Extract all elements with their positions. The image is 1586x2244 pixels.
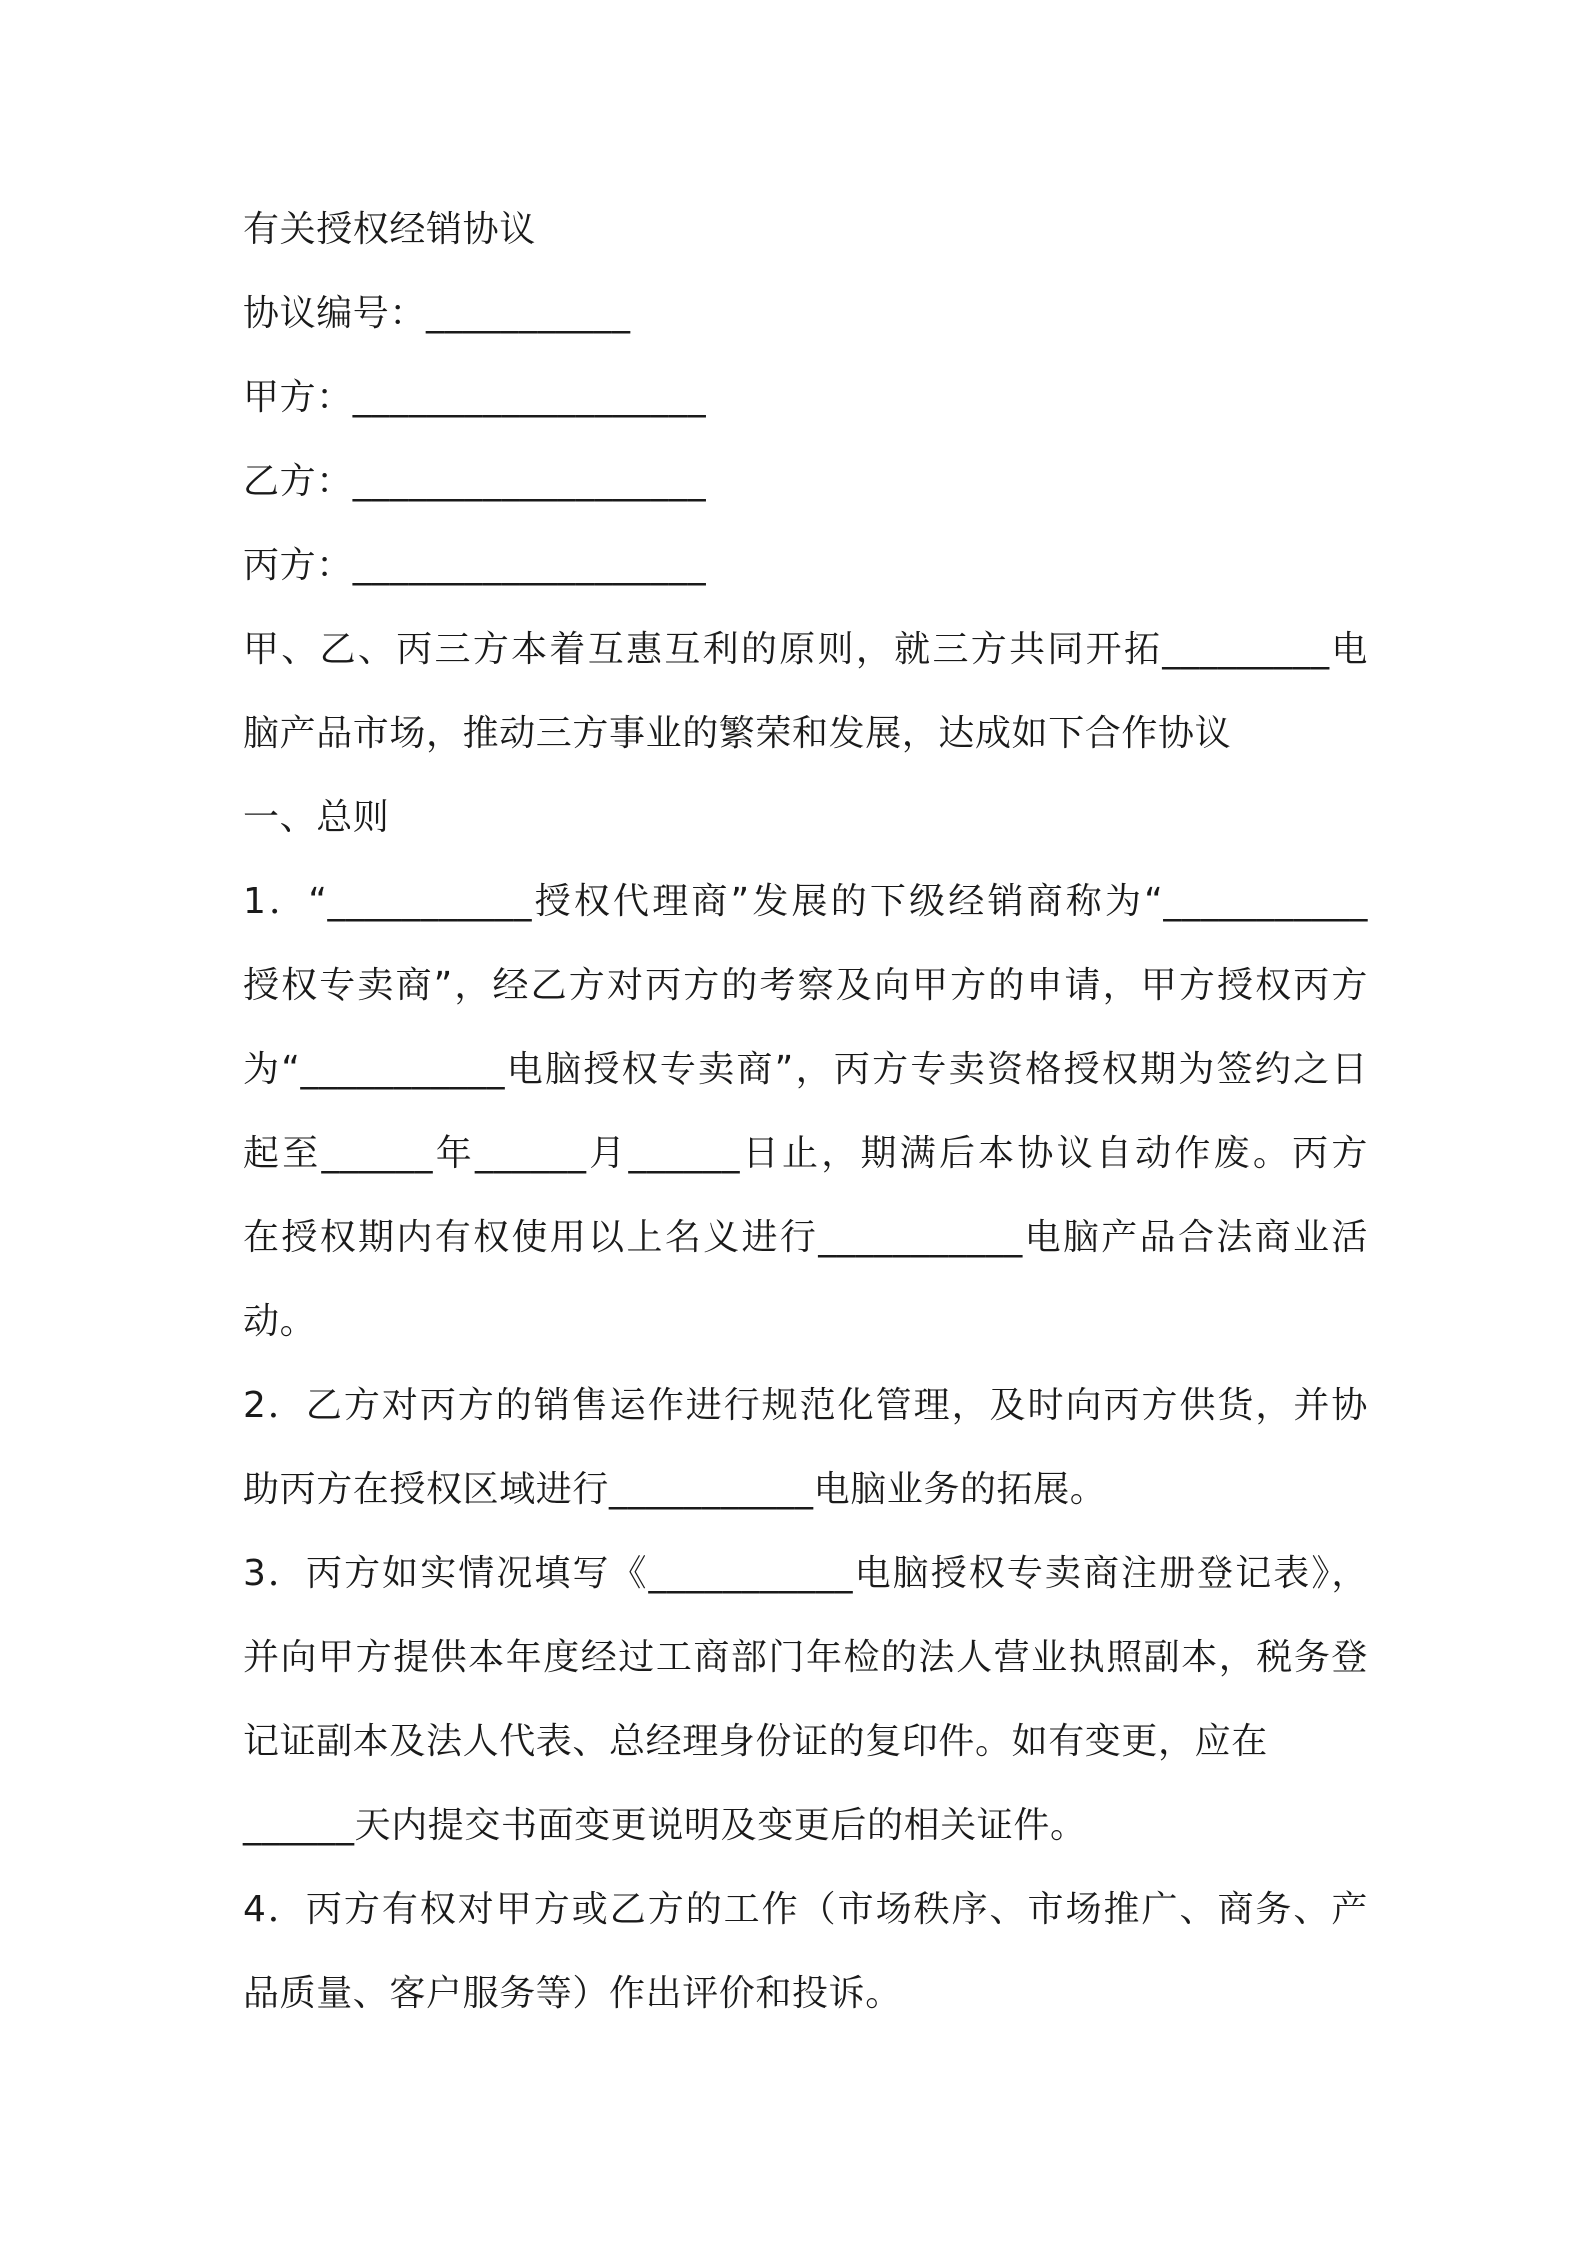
- clause-2-line: 2．乙方对丙方的销售运作进行规范化管理，及时向丙方供货，并协: [243, 1385, 1368, 1426]
- clause-1-line: 在授权期内有权使用以上名义进行___________电脑产品合法商业活: [243, 1217, 1368, 1258]
- agreement-number: 协议编号：___________: [243, 293, 631, 334]
- clause-4-line: 4．丙方有权对甲方或乙方的工作（市场秩序、市场推广、商务、产: [243, 1889, 1368, 1930]
- document-title: 有关授权经销协议: [243, 209, 536, 250]
- clause-1-line: 起至______年______月______日止，期满后本协议自动作废。丙方: [243, 1133, 1368, 1174]
- clause-1-line: 1．“___________授权代理商”发展的下级经销商称为“___________: [243, 881, 1368, 922]
- clause-1-line: 授权专卖商”，经乙方对丙方的考察及向甲方的申请，甲方授权丙方: [243, 965, 1368, 1006]
- clause-3-line: ______天内提交书面变更说明及变更后的相关证件。: [243, 1805, 1087, 1846]
- clause-2-line: 助丙方在授权区域进行___________电脑业务的拓展。: [243, 1469, 1107, 1510]
- section-heading: 一、总则: [243, 797, 390, 838]
- clause-1-line: 动。: [243, 1301, 317, 1342]
- clause-1-line: 为“___________电脑授权专卖商”，丙方专卖资格授权期为签约之日: [243, 1049, 1368, 1090]
- party-b: 乙方：___________________: [243, 461, 707, 502]
- intro-line: 脑产品市场，推动三方事业的繁荣和发展，达成如下合作协议: [243, 713, 1232, 754]
- clause-3-line: 记证副本及法人代表、总经理身份证的复印件。如有变更，应在: [243, 1721, 1268, 1762]
- clause-3-line: 并向甲方提供本年度经过工商部门年检的法人营业执照副本，税务登: [243, 1637, 1368, 1678]
- intro-line: 甲、乙、丙三方本着互惠互利的原则，就三方共同开拓_________电: [243, 629, 1368, 670]
- party-c: 丙方：___________________: [243, 545, 707, 586]
- clause-3-line: 3．丙方如实情况填写《___________电脑授权专卖商注册登记表》，: [243, 1553, 1368, 1594]
- clause-4-line: 品质量、客户服务等）作出评价和投诉。: [243, 1973, 902, 2014]
- party-a: 甲方：___________________: [243, 377, 707, 418]
